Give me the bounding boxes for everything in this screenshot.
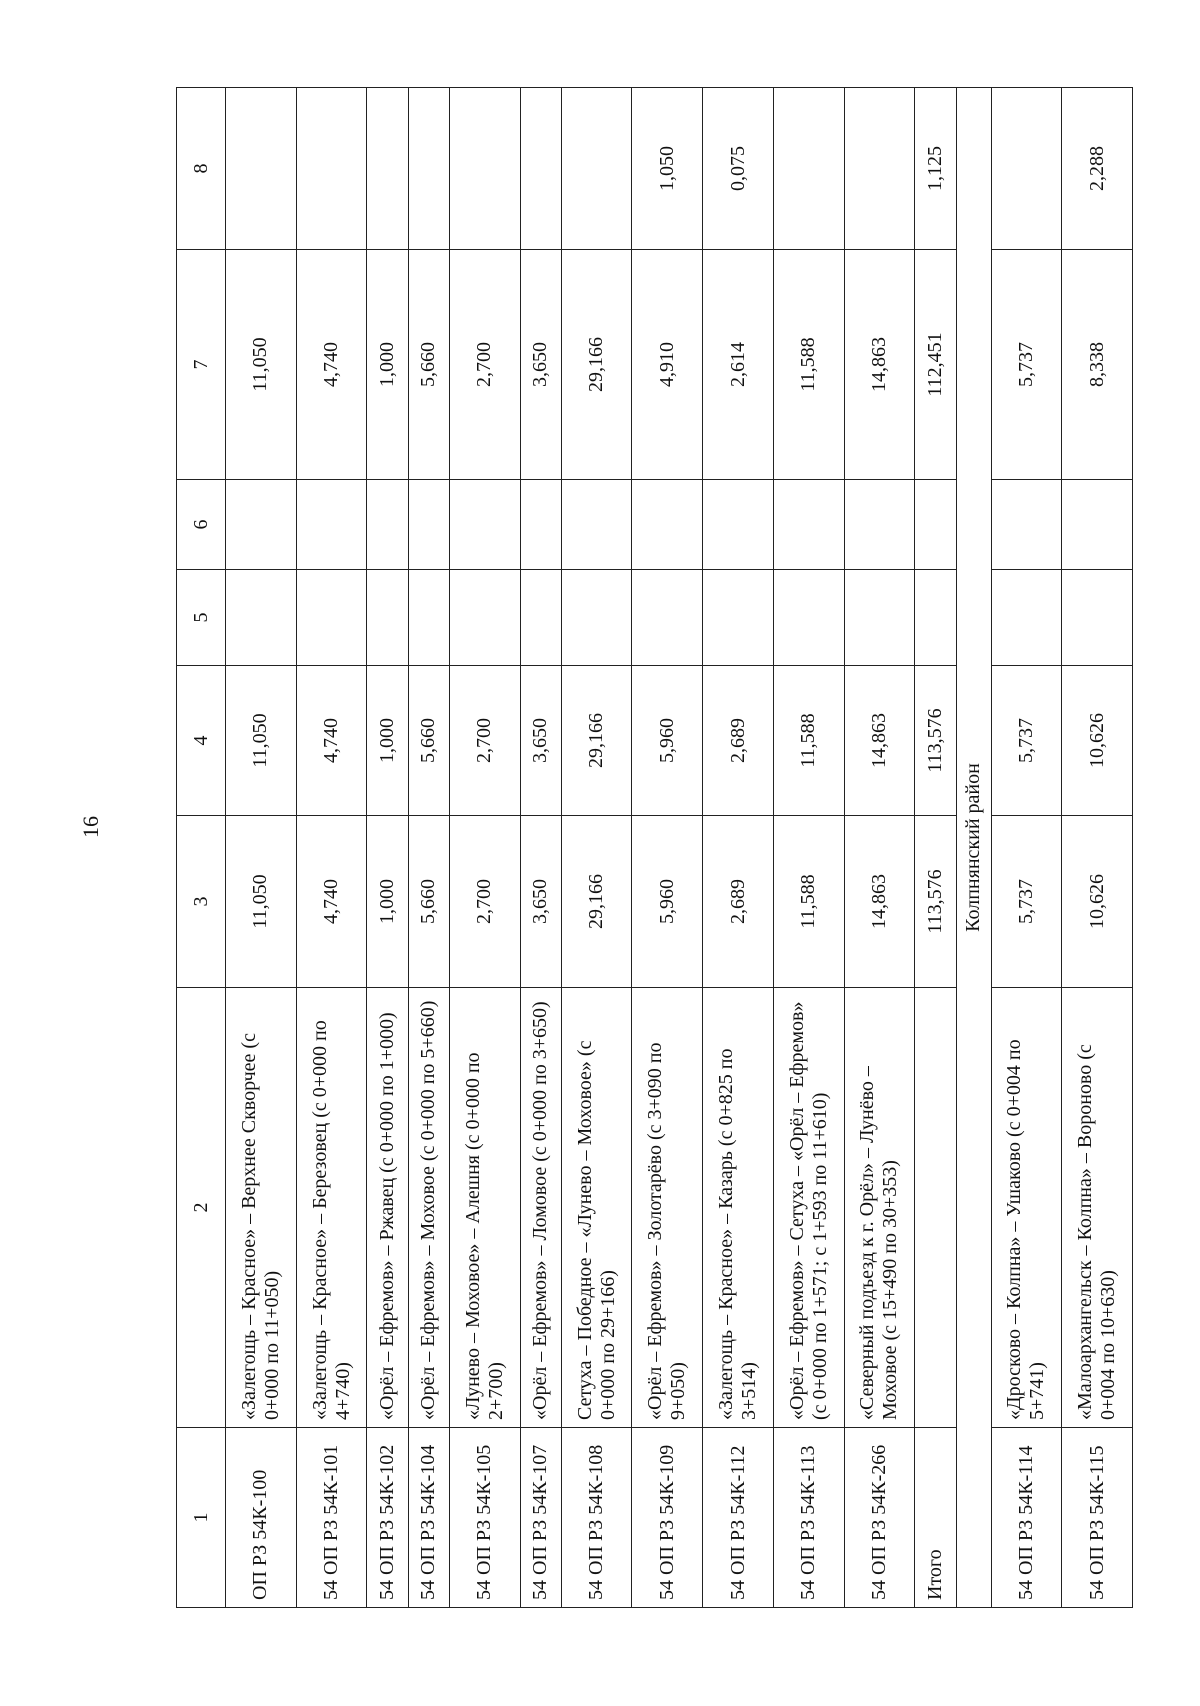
cell-col-7: 4,910 (632, 250, 703, 480)
cell-col-8 (296, 88, 367, 250)
header-col-8: 8 (177, 88, 226, 250)
cell-col-5 (449, 570, 520, 666)
table-row (520, 88, 561, 1608)
total-col-2 (915, 988, 956, 1428)
cell-col-7: 3,650 (520, 250, 561, 480)
cell-col-5 (367, 570, 408, 666)
cell-col-8 (773, 88, 844, 250)
road-name: «Орёл – Ефремов» – Сетуха – «Орёл – Ефремов» (с 0+000 по 1+571; с 1+593 по 11+610) (773, 988, 844, 1428)
cell-col-6 (632, 480, 703, 570)
cell-col-3: 2,700 (449, 816, 520, 988)
cell-col-7: 29,166 (561, 250, 632, 480)
header-col-2: 2 (177, 988, 226, 1428)
table-row (844, 88, 915, 1608)
table-row (449, 88, 520, 1608)
road-name: «Дросково – Колпна» – Ушаково (с 0+004 по 5+741) (991, 988, 1062, 1428)
road-name: «Орёл – Ефремов» – Золотарёво (с 3+090 по 9+050) (632, 988, 703, 1428)
section-row (956, 88, 991, 1608)
road-code: 54 ОП РЗ 54К-104 (408, 1428, 449, 1608)
cell-col-5 (632, 570, 703, 666)
cell-col-5 (561, 570, 632, 666)
cell-col-6 (703, 480, 774, 570)
cell-col-8 (520, 88, 561, 250)
cell-col-6 (844, 480, 915, 570)
cell-col-4: 2,689 (703, 666, 774, 816)
cell-col-3: 3,650 (520, 816, 561, 988)
cell-col-5 (520, 570, 561, 666)
road-code: 54 ОП РЗ 54К-101 (296, 1428, 367, 1608)
cell-col-4: 5,660 (408, 666, 449, 816)
header-col-6: 6 (177, 480, 226, 570)
cell-col-3: 11,588 (773, 816, 844, 988)
cell-col-8 (561, 88, 632, 250)
cell-col-6 (561, 480, 632, 570)
cell-col-8 (449, 88, 520, 250)
cell-col-3: 5,960 (632, 816, 703, 988)
table-row (632, 88, 703, 1608)
road-code: 54 ОП РЗ 54К-102 (367, 1428, 408, 1608)
cell-col-7: 5,660 (408, 250, 449, 480)
cell-col-5 (844, 570, 915, 666)
road-name: «Залегощь – Красное» – Верхнее Скворчее (с 0+000 по 11+050) (226, 988, 297, 1428)
cell-col-6 (520, 480, 561, 570)
total-row (915, 88, 956, 1608)
cell-col-5 (703, 570, 774, 666)
road-code: 54 ОП РЗ 54К-115 (1062, 1428, 1133, 1608)
total-label: Итого (915, 1428, 956, 1608)
roads-table (176, 87, 1133, 1608)
road-name: «Орёл – Ефремов» – Моховое (с 0+000 по 5+660) (408, 988, 449, 1428)
road-code: 54 ОП РЗ 54К-113 (773, 1428, 844, 1608)
cell-col-6 (296, 480, 367, 570)
cell-col-6 (226, 480, 297, 570)
cell-col-3: 14,863 (844, 816, 915, 988)
header-col-3: 3 (177, 816, 226, 988)
cell-col-6 (991, 480, 1062, 570)
cell-col-4: 29,166 (561, 666, 632, 816)
table-row (408, 88, 449, 1608)
cell-col-8 (991, 88, 1062, 250)
cell-col-8: 2,288 (1062, 88, 1133, 250)
table-row (991, 88, 1062, 1608)
cell-col-7: 2,614 (703, 250, 774, 480)
header-row (177, 88, 226, 1608)
table-row (367, 88, 408, 1608)
cell-col-7: 8,338 (1062, 250, 1133, 480)
table-row (703, 88, 774, 1608)
road-name: «Северный подъезд к г. Орёл» – Лунёво – Моховое (с 15+490 по 30+353) (844, 988, 915, 1428)
cell-col-8 (367, 88, 408, 250)
total-col-6 (915, 480, 956, 570)
cell-col-7: 1,000 (367, 250, 408, 480)
total-col-5 (915, 570, 956, 666)
cell-col-7: 11,588 (773, 250, 844, 480)
cell-col-7: 11,050 (226, 250, 297, 480)
road-name: «Лунево – Моховое» – Алешня (с 0+000 по 2+700) (449, 988, 520, 1428)
cell-col-4: 14,863 (844, 666, 915, 816)
cell-col-7: 14,863 (844, 250, 915, 480)
cell-col-4: 3,650 (520, 666, 561, 816)
road-name: «Орёл – Ефремов» – Ломовое (с 0+000 по 3+650) (520, 988, 561, 1428)
cell-col-3: 10,626 (1062, 816, 1133, 988)
cell-col-4: 10,626 (1062, 666, 1133, 816)
cell-col-4: 4,740 (296, 666, 367, 816)
cell-col-5 (408, 570, 449, 666)
header-col-1: 1 (177, 1428, 226, 1608)
cell-col-6 (449, 480, 520, 570)
header-col-7: 7 (177, 250, 226, 480)
cell-col-4: 11,588 (773, 666, 844, 816)
total-col-7: 112,451 (915, 250, 956, 480)
header-col-4: 4 (177, 666, 226, 816)
cell-col-3: 4,740 (296, 816, 367, 988)
table-row (773, 88, 844, 1608)
cell-col-8 (844, 88, 915, 250)
table-container (176, 88, 1133, 1608)
road-code: 54 ОП РЗ 54К-107 (520, 1428, 561, 1608)
cell-col-8: 0,075 (703, 88, 774, 250)
cell-col-4: 1,000 (367, 666, 408, 816)
cell-col-6 (773, 480, 844, 570)
table-row (296, 88, 367, 1608)
table-row (226, 88, 297, 1608)
cell-col-8 (408, 88, 449, 250)
cell-col-3: 5,737 (991, 816, 1062, 988)
total-col-8: 1,125 (915, 88, 956, 250)
cell-col-6 (1062, 480, 1133, 570)
cell-col-7: 4,740 (296, 250, 367, 480)
cell-col-3: 11,050 (226, 816, 297, 988)
road-code: 54 ОП РЗ 54К-105 (449, 1428, 520, 1608)
cell-col-4: 5,737 (991, 666, 1062, 816)
header-col-5: 5 (177, 570, 226, 666)
cell-col-7: 5,737 (991, 250, 1062, 480)
cell-col-3: 29,166 (561, 816, 632, 988)
road-code: ОП РЗ 54К-100 (226, 1428, 297, 1608)
table-row (1062, 88, 1133, 1608)
road-name: Сетуха – Победное – «Лунево – Моховое» (с 0+000 по 29+166) (561, 988, 632, 1428)
total-col-4: 113,576 (915, 666, 956, 816)
cell-col-8: 1,050 (632, 88, 703, 250)
road-code: 54 ОП РЗ 54К-112 (703, 1428, 774, 1608)
cell-col-5 (226, 570, 297, 666)
cell-col-8 (226, 88, 297, 250)
cell-col-3: 1,000 (367, 816, 408, 988)
total-col-3: 113,576 (915, 816, 956, 988)
cell-col-5 (773, 570, 844, 666)
table-row (561, 88, 632, 1608)
road-name: «Залегощь – Красное» – Березовец (с 0+000 по 4+740) (296, 988, 367, 1428)
cell-col-3: 5,660 (408, 816, 449, 988)
road-code: 54 ОП РЗ 54К-108 (561, 1428, 632, 1608)
cell-col-4: 2,700 (449, 666, 520, 816)
cell-col-4: 5,960 (632, 666, 703, 816)
road-code: 54 ОП РЗ 54К-109 (632, 1428, 703, 1608)
cell-col-5 (1062, 570, 1133, 666)
road-code: 54 ОП РЗ 54К-114 (991, 1428, 1062, 1608)
road-name: «Орёл – Ефремов» – Ржавец (с 0+000 по 1+000) (367, 988, 408, 1428)
cell-col-6 (408, 480, 449, 570)
cell-col-5 (991, 570, 1062, 666)
cell-col-3: 2,689 (703, 816, 774, 988)
page-number: 16 (78, 816, 103, 838)
cell-col-6 (367, 480, 408, 570)
cell-col-5 (296, 570, 367, 666)
road-name: «Малоархангельск – Колпна» – Вороново (с 0+004 по 10+630) (1062, 988, 1133, 1428)
section-title: Колпнянский район (956, 88, 991, 1608)
cell-col-4: 11,050 (226, 666, 297, 816)
road-code: 54 ОП РЗ 54К-266 (844, 1428, 915, 1608)
road-name: «Залегощь – Красное» – Казарь (с 0+825 по 3+514) (703, 988, 774, 1428)
cell-col-7: 2,700 (449, 250, 520, 480)
